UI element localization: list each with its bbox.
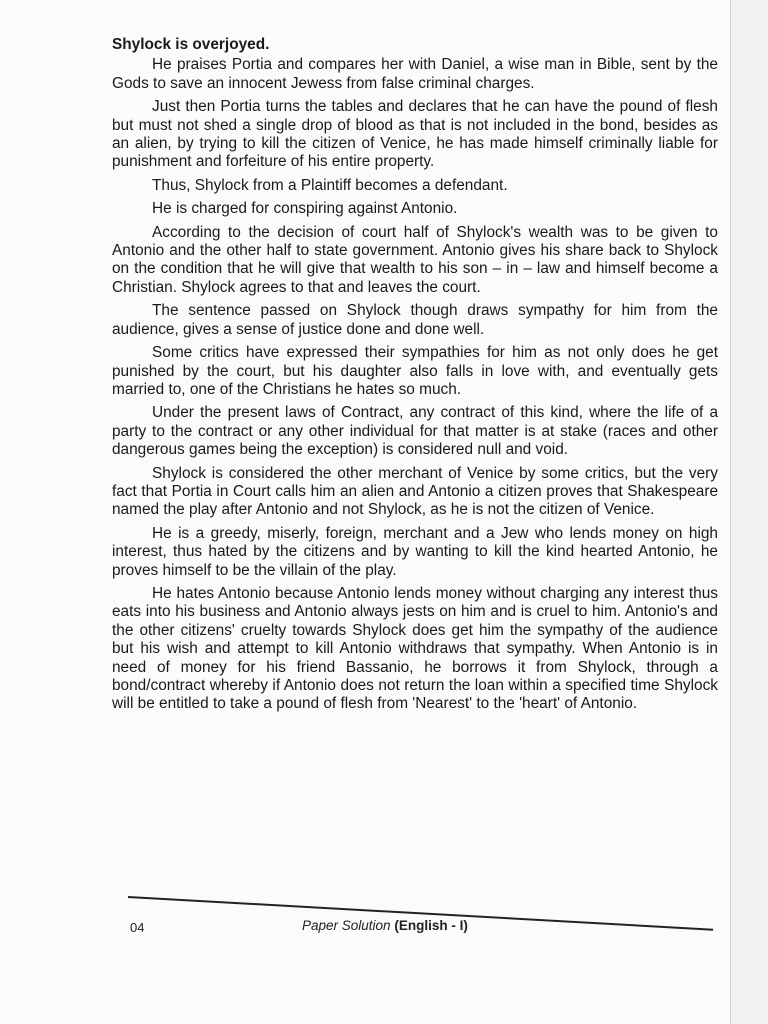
paragraph: He is charged for conspiring against Antonio. [152,200,458,218]
page-edge [730,0,768,1024]
paragraph: Some critics have expressed their sympathies for him as not only does he get punished by the court, but his daughter also falls in love with, and eventually gets married to, one of the Christians he hates so much. [112,344,718,398]
paragraph: Under the present laws of Contract, any contract of this kind, where the life of a party to the contract or any other individual for that matter is at stake (races and other dangerous games being the exception) is considered null and void. [112,404,718,459]
paragraph: He praises Portia and compares her with Daniel, a wise man in Bible, sent by the Gods to save an innocent Jewess from false criminal charges. [112,56,718,92]
footer-title-italic: Paper Solution [302,918,391,933]
paragraph: Thus, Shylock from a Plaintiff becomes a defendant. [152,176,508,194]
paragraph: He hates Antonio because Antonio lends money without charging any interest thus eats into his business and Antonio always jests on him and is cruel to him. Antonio's and the other citizens' cruelty towards Shylock does get him the sympathy of the audience but his wish and attempt to kill Antonio withdraws that sympathy. When Antonio is in need of money for his friend Bassanio, he borrows it from Shylock, through a bond/contract whereby if Antonio does not return the loan within a specified time Shylock will be entitled to take a pound of flesh from 'Nearest' to the 'heart' of Antonio. [112,584,718,713]
section-heading: Shylock is overjoyed. [112,36,270,53]
paragraph: The sentence passed on Shylock though draws sympathy for him from the audience, gives a sense of justice done and done well. [112,302,718,338]
page-body [112,36,718,719]
page-number: 04 [130,920,145,935]
footer-title-bold: (English - I) [394,918,468,933]
paragraph: He is a greedy, miserly, foreign, merchant and a Jew who lends money on high interest, thus hated by the citizens and by wanting to kill the kind hearted Antonio, he proves himself to be the villain of the play. [112,524,718,579]
footer-title [302,918,468,933]
paragraph: Shylock is considered the other merchant of Venice by some critics, but the very fact that Portia in Court calls him an alien and Antonio a citizen proves that Shakespeare named the play after Antonio and not Shylock, as he is not the citizen of Venice. [112,464,718,519]
paragraph: Just then Portia turns the tables and declares that he can have the pound of flesh but must not shed a single drop of blood as that is not included in the bond, besides as an alien, by trying to kill the citizen of Venice, he has made himself criminally liable for punishment and forfeiture of his entire property. [112,98,718,171]
paragraph: According to the decision of court half of Shylock's wealth was to be given to Antonio and the other half to state government. Antonio gives his share back to Shylock on the condition that he will give that wealth to his son – in – law and himself become a Christian. Shylock agrees to that and leaves the court. [112,223,718,296]
